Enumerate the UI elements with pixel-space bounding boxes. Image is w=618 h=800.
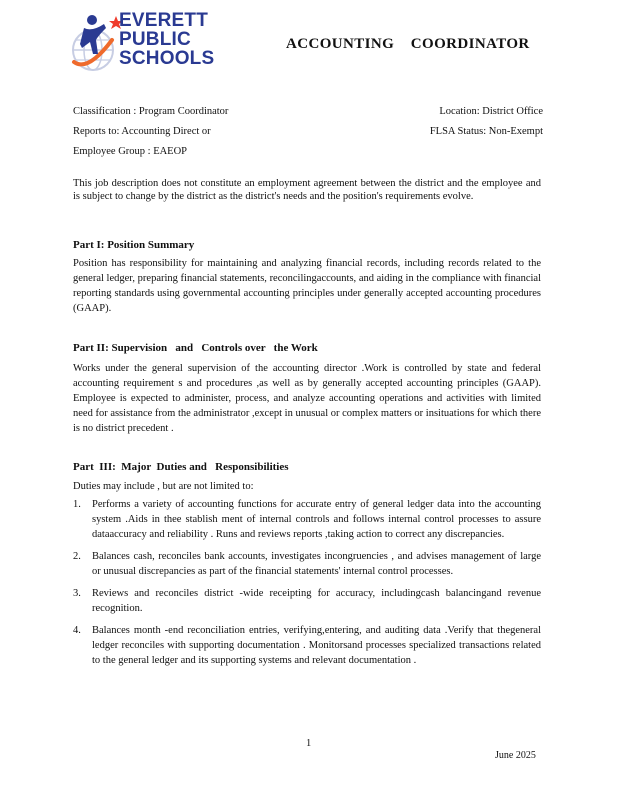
list-item-number: 2. <box>73 551 81 562</box>
list-item <box>73 623 541 668</box>
employee-group: Employee Group : EAEOP <box>73 146 188 157</box>
part3-heading: Part III: Major Duties and Responsibilities <box>73 461 289 473</box>
logo-line-2: PUBLIC <box>119 29 191 50</box>
list-item-text: Balances month -end reconciliation entries, verifying,entering, and auditing data .Verify that thegeneral ledger reconciles with supporting documentation . Monitorsand processes specialized transactions related to the general ledger and its supporting systems and relevant documentation . <box>92 625 541 666</box>
duties-list <box>73 497 541 675</box>
list-item-text: Balances cash, reconciles bank accounts, investigates incongruencies , and advises management of large or unusual discrepancies as part of the financial statements' internal control processes. <box>92 551 541 577</box>
list-item-text: Reviews and reconciles district -wide receipting for accuracy, includingcash balancingand revenue recognition. <box>92 588 541 614</box>
logo-line-3: SCHOOLS <box>119 48 215 69</box>
document-title: ACCOUNTING COORDINATOR <box>286 36 530 52</box>
list-item-number: 3. <box>73 588 81 599</box>
logo-wordmark <box>119 11 214 68</box>
footer-date: June 2025 <box>495 750 536 761</box>
part3-intro: Duties may include , but are not limited to: <box>73 481 254 492</box>
list-item-text: Performs a variety of accounting functions for accurate entry of general ledger data into the accounting system .Aids in thee stablish ment of internal controls and follows internal control processes to assure dataaccuracy and reliability . Runs and reviews reports ,taking action to correct any discrepancies. <box>92 499 541 540</box>
part2-text: Works under the general supervision of the accounting director .Work is controlled by state and federal accounting requirement s and procedures ,as well as by generally accepted accounting principles (GAAP). Employee is expected to administer, process, and analyze accounting operations and activities with limited need for assistance from the administrator ,except in unusual or complex matters or insituations for which there is no district precedent . <box>73 363 541 434</box>
reports-to: Reports to: Accounting Direct or <box>73 126 211 137</box>
part1-heading: Part I: Position Summary <box>73 239 195 251</box>
list-item <box>73 549 541 579</box>
list-item <box>73 497 541 542</box>
logo-line-1: EVERETT <box>119 10 209 31</box>
list-item-number: 1. <box>73 499 81 510</box>
disclaimer-text: This job description does not constitute an employment agreement between the district and the employee and is subject to change by the district as the district's needs and the position's requirements evolve. <box>73 178 541 202</box>
list-item-number: 4. <box>73 625 81 636</box>
part2-heading: Part II: Supervision and Controls over the Work <box>73 342 318 354</box>
location: Location: District Office <box>439 106 543 117</box>
district-logo <box>68 10 243 80</box>
flsa-status: FLSA Status: Non-Exempt <box>429 126 543 137</box>
part1-text: Position has responsibility for maintaining and analyzing financial records, including records related to the general ledger, preparing financial statements, reconcilingaccounts, and aiding in the compliance with financial reporting standards using governmental accounting principles under generally accepted accounting procedures (GAAP). <box>73 258 541 314</box>
page-number: 1 <box>306 738 312 749</box>
classification: Classification : Program Coordinator <box>73 106 229 117</box>
list-item <box>73 586 541 616</box>
